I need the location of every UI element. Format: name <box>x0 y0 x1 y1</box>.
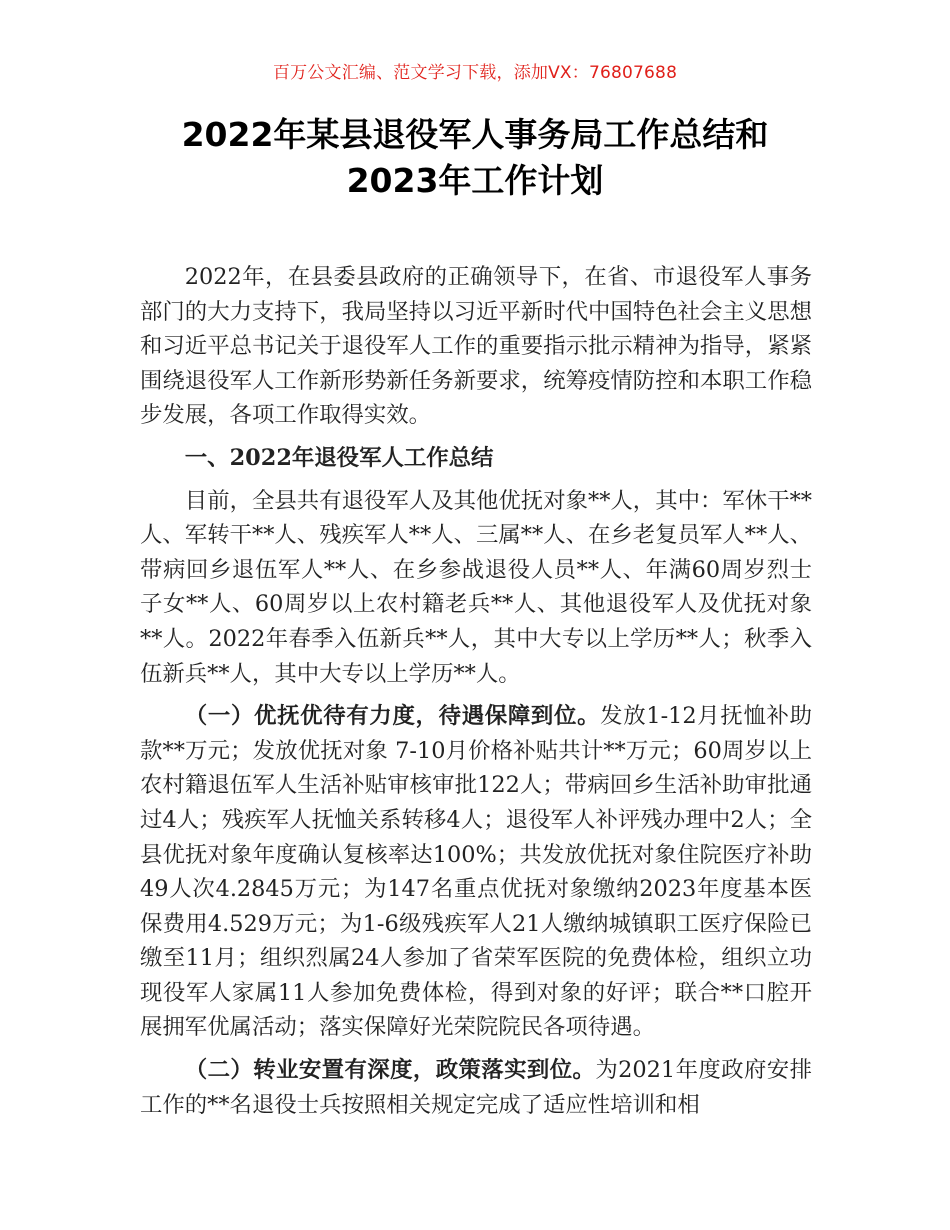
document-body <box>140 260 812 1130</box>
overview-paragraph: 目前，全县共有退役军人及其他优抚对象**人，其中：军休干**人、军转干**人、残疾军人**人、三属**人、在乡老复员军人**人、带病回乡退伍军人**人、在乡参战退役人员**人、年满60周岁烈士子女**人、60周岁以上农村籍老兵**人、其他退役军人及优抚对象**人。2022年春季入伍新兵**人，其中大专以上学历**人；秋季入伍新兵**人，其中大专以上学历**人。 <box>140 487 812 687</box>
item-2-heading: （二）转业安置有深度，政策落实到位。 <box>184 1057 596 1084</box>
item-1-heading: （一）优抚优待有力度，待遇保障到位。 <box>184 703 601 730</box>
title-line-1: 2022年某县退役军人事务局工作总结和 <box>181 115 769 154</box>
item-2-text: 为2021年度政府安排工作的**名退役士兵按照相关规定完成了适应性培训和相 <box>140 1057 813 1118</box>
intro-paragraph: 2022年，在县委县政府的正确领导下，在省、市退役军人事务部门的大力支持下，我局坚持以习近平新时代中国特色社会主义思想和习近平总书记关于退役军人工作的重要指示批示精神为指导，紧紧围绕退役军人工作新形势新任务新要求，统筹疫情防控和本职工作稳步发展，各项工作取得实效。 <box>140 264 812 429</box>
title-line-2: 2023年工作计划 <box>346 161 604 200</box>
item-1-text: 发放1-12月抚恤补助款**万元；发放优抚对象 7-10月价格补贴共计**万元；60周岁以上农村籍退伍军人生活补贴审核审批122人；带病回乡生活补助审批通过4人；残疾军人抚恤关系转移4人；退役军人补评残办理中2人；全县优抚对象年度确认复核率达100%；共发放优抚对象住院医疗补助49人次4.2845万元；为147名重点优抚对象缴纳2023年度基本医保费用4.529万元；为1-6级残疾军人21人缴纳城镇职工医疗保险已缴至11月；组织烈属24人参加了省荣军医院的免费体检，组织立功现役军人家属11人参加免费体检，得到对象的好评；联合**口腔开展拥军优属活动；落实保障好光荣院院民各项待遇。 <box>140 703 813 1041</box>
item-2-paragraph <box>140 1053 812 1122</box>
document-title <box>100 112 850 204</box>
section-heading: 一、2022年退役军人工作总结 <box>184 444 494 471</box>
header-note: 百万公文汇编、范文学习下载，添加VX：76807688 <box>272 63 678 83</box>
item-1-paragraph <box>140 699 812 1045</box>
